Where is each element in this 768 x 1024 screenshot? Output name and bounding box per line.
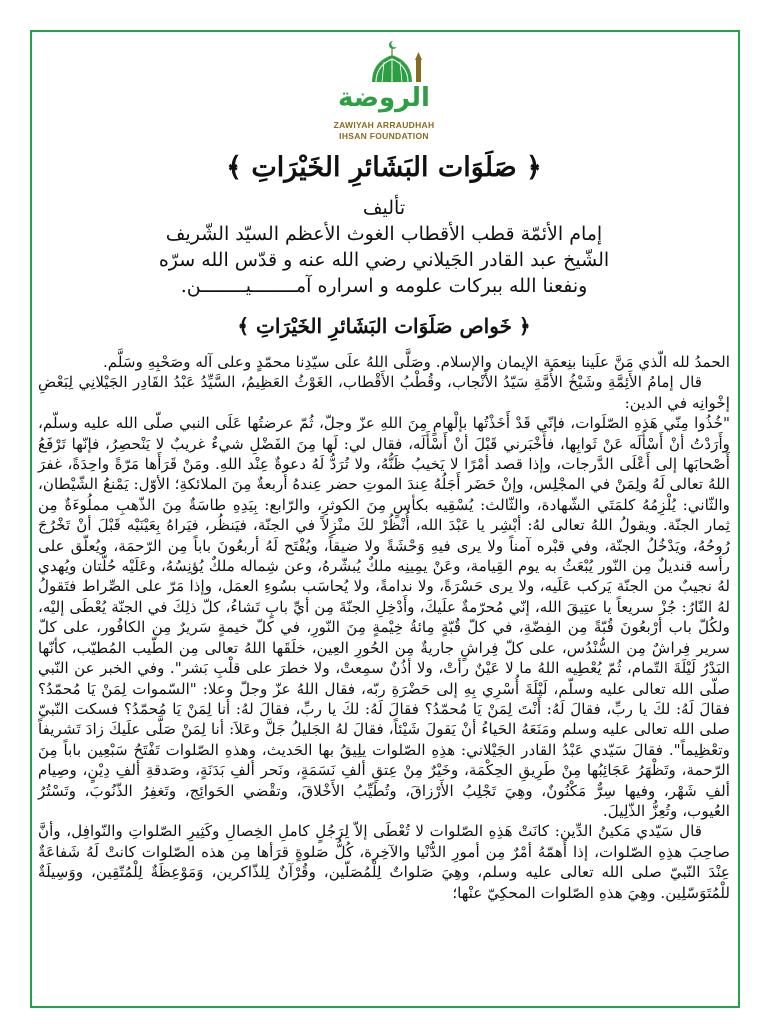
author-line-1: إمام الأئمّة قطب الأقطاب الغوث الأعظم السيّد الشّريف [165, 223, 603, 245]
paragraph-opening: الحمدُ لله الّذي مَنَّ علَينا بنِعمَة الإيمان والإسلام. وصَلَّى اللهُ علَى سيّدِنا محمّدٍ وعلى آله وصَحْبِهِ وسَلَّم. [102, 353, 730, 371]
document-title: ﴿ صَلَوَات البَشَائرِ الخَيْرَاتِ ﴾ [226, 152, 542, 183]
paragraph-attribution: قال إمامُ الأَئِمَّةِ وشَيْخُ الأُمَّةِ سَيّدُ الأَنْجاب، وقُطْبُ الأَقْطاب، الغَوْثُ العَظِيمُ، السَّيِّدُ عَبْدُ القَادِر الجَيْلانِي لِبَعْضِ إخْوانِه في الدين: [38, 373, 730, 412]
section-subtitle: ﴿ خَواص صَلَوَات البَشَائرِ الخَيْرَاتِ ﴾ [237, 314, 531, 338]
logo-arabic-wordmark: الروضة [338, 83, 430, 113]
paragraph-virtues: "خُذُوا مِنّي هَذِهِ الصّلَوات، فإنّي قَدْ أَخَذْتُها بإلْهامٍ مِنَ اللهِ عزّ وجلّ، ثُمّ عرضتُها عَلَى النبي صلّى الله عليه وسلّم، وأَرَدْتُ أنْ أَسْأَلَه عَنْ ثَوابِها، فأَخْبَرني قَبْلَ أنْ أَسْأَلَه، فقال لي: لَها مِنَ الفَضْلِ شيءٌ غريبٌ لا يَنْحصِرُ، فإنّها تَرْفَعُ أَصْحابَها إلى أَعْلَى الدَّرجات، وإذا قصد أمْرًا لا يَخيبُ ظَنُّهُ، ولا تُرَدُّ لَهُ دعوةٌ عِنْد اللهِ. ومَنْ قَرَأَها مَرّةً واحِدَةً، غفرَ اللهُ تعالى لَهُ ولِمَنْ في المجْلِس، وإنْ حَضَر أَجَلُهُ عِندَ الموتِ حضر عِندهُ أربعةٌ مِنَ الملائكةِ؛ الأوّل: يَمْنعُ الشّيْطان، والثّاني: يُلْزِمُهُ كلمَتَي الشّهادة، والثّالث: يُسْقِيه بكأسٍ مِنَ الكوثرِ، والرّابع: بِيَدِهِ طاسَةٌ مِنَ الذّهبِ مملُوءَةٌ مِن ثِمار الجنّة. ويقولُ اللهُ تعالى لهُ: أبْشِر يا عَبْدَ الله، أُنْظُرْ لكَ منْزِلاً في الجنّة، فيَنظُر، فيَراهُ بِعَيْنَيْه قَبْلَ أنْ تَخْرُجَ رُوحُهُ، ويَدْخُلُ الجنّة، وفي قبْره آمناً ولا يرى فيهِ وَحْشَةً ولا ضيقاً، ويُفْتَح لَهُ أربعُونَ باباً مِن الرّحمَة، ويُعلّق على رأسه قنديلٌ مِن النّور يُبْعَثُ به يوم القِيامة، وعَنْ يمِينِه ملكٌ يُبشّرهُ، وعن شِماله ملكٌ يُؤنِسُهُ، وعَلَيْه حُلّتان ويُهدي لهُ نجيبٌ من الجنّة يَركب عَلَيه، ولا يرى حَسْرَةً، ولا ندامةً، ولا يُحاسَب بسُوءِ العمَل، وإذا مَرّ على الصِّراط فتَقولُ لهُ النّارُ: جُزْ سريعاً يا عتِيقَ الله، إنّي مُحرّمةٌ علَيكَ، وأَدْخِلِ الجنّةَ مِن أيِّ بابٍ تَشاءُ، كلّ ذلِكَ في الجنّة يُعْطَى إليْه، ولكُلّ باب أرْبعُونَ قُبّةً مِن الفِضّةِ، في كلّ قُبّةٍ مِائةُ خِيْمةٍ مِنَ النّورِ، في كلّ خيمةٍ سَريرٌ مِن الكافُور، على كلّ سرير فِراشٌ مِن السُّنْدُس، على كلّ فِراشٍ جاريةٌ مِن الحُورِ العِين، خلَقَها اللهُ تعالى مِن الطّيب المُطيّب، كأنّها البَدْرُ لَيْلَةَ التّمام، ثُمّ يُعْطِيه اللهُ ما لا عَيْنٌ رأتْ، ولا أذُنٌ سمِعتْ، ولا خطرَ على قلْبِ بَشر". وفي الخبر عن النّبي صلّى الله تعالى عليه وسلّم، لَيْلَةَ أُسْرِي بِهِ إلى حَضْرَةِ ربّه، فقال اللهُ عزّ وجلّ وعلا: "السّموات لِمَنْ يَا مُحمّدُ؟ فقالَ لَهُ: لكَ يا ربِّ، فقالَ لَهُ: أَنْتَ لِمَنْ يَا مُحمّدُ؟ فقالَ لَهُ: لكَ يا ربِّ، فقالَ لهُ: أنا لِمَنْ يَا مُحمّدُ؟ فسكت النّبيّ صلى الله تعالى عليه وسلم ومَنَعَهُ الحَياءُ أنْ يَقولَ شَيْئاً، فقالَ لهُ الجَليلُ جَلَّ وعَلاَ: أنا لِمَنْ صَلَّى علَيكَ زادَ تَشريفاً وتعْظِيماً". فقالَ سَيّدي عَبْدُ القادر الجَيْلاني: هذِهِ الصّلوات يلِيقُ بها الحَديث، وهذهِ الصّلوات تَفْتَحُ سَبْعِين باباً مِنَ الرّحمة، وتَظْهَرُ عَجَائِبُها مِنْ طَرِيقِ الحِكْمَة، وخَيْرٌ مِنْ عِتقِ ألفِ نَسَمَةٍ، ونَحر ألفِ بَدَنَةٍ، وصَدقةِ ألفِ دِيْنٍ، وصِيام ألفِ شَهْر، وفيها سِرٌّ مَكْنُونٌ، وهِيَ تَجْلِبُ الأَرْزاقَ، وتُطَيِّبُ الأَخْلاقَ، وتقْضي الحَوائِج، وتَغفِرُ الذّنُوبَ، وتَسْتُرُ العُيوب، وتُعِزُّ الذّلِيلَ. [38, 414, 730, 820]
author-line-3: ونفعنا الله ببركات علومه و اسراره آمــــــــيــــــــن. [180, 275, 588, 297]
paragraph-conditions: قال سَيّدي مَكينُ الدِّين: كانَتْ هَذِهِ الصّلوات لا تُعْطَى إلاّ لِرَجُلٍ كاملِ الخِصالِ وكَثِيرِ الصّلواتِ والنّوافِل، وأنَّ صاحِبَ هذِهِ الصّلوات، إذا أَهمّهُ أمْرٌ مِن أمورِ الدُّنْيا والآخِرة، كُلُّ صَلوةٍ قرَأها مِن هذه الصّلوات كانتْ لَهُ شَفاعَةٌ عِنْدَ النّبيّ صلى الله تعالى عليه وسلم، وهِيَ صَلواتٌ لِلْمُصَلّين، وقُرْآنٌ لِلذّاكرين، وَمَوْعِظَةٌ لِلْمُتّقِين، ووَسِيلَةٌ للْمُتَوَسّلِين. وهِيَ هذهِ الصّلوات المحكِيّ عنْها؛ [38, 822, 730, 902]
logo-name-line2: IHSAN FOUNDATION [339, 131, 429, 141]
logo-name-line1: ZAWIYAH ARRAUDHAH [333, 120, 435, 130]
author-line-2: الشّيخ عبد القادر الجَيلاني رضي الله عنه و قدّس الله سرّه [158, 249, 610, 271]
zawiyah-arraudhah-logo [318, 38, 450, 141]
mosque-dome-icon [318, 38, 450, 88]
author-label: تأليف [362, 197, 406, 219]
body-text [38, 352, 730, 903]
